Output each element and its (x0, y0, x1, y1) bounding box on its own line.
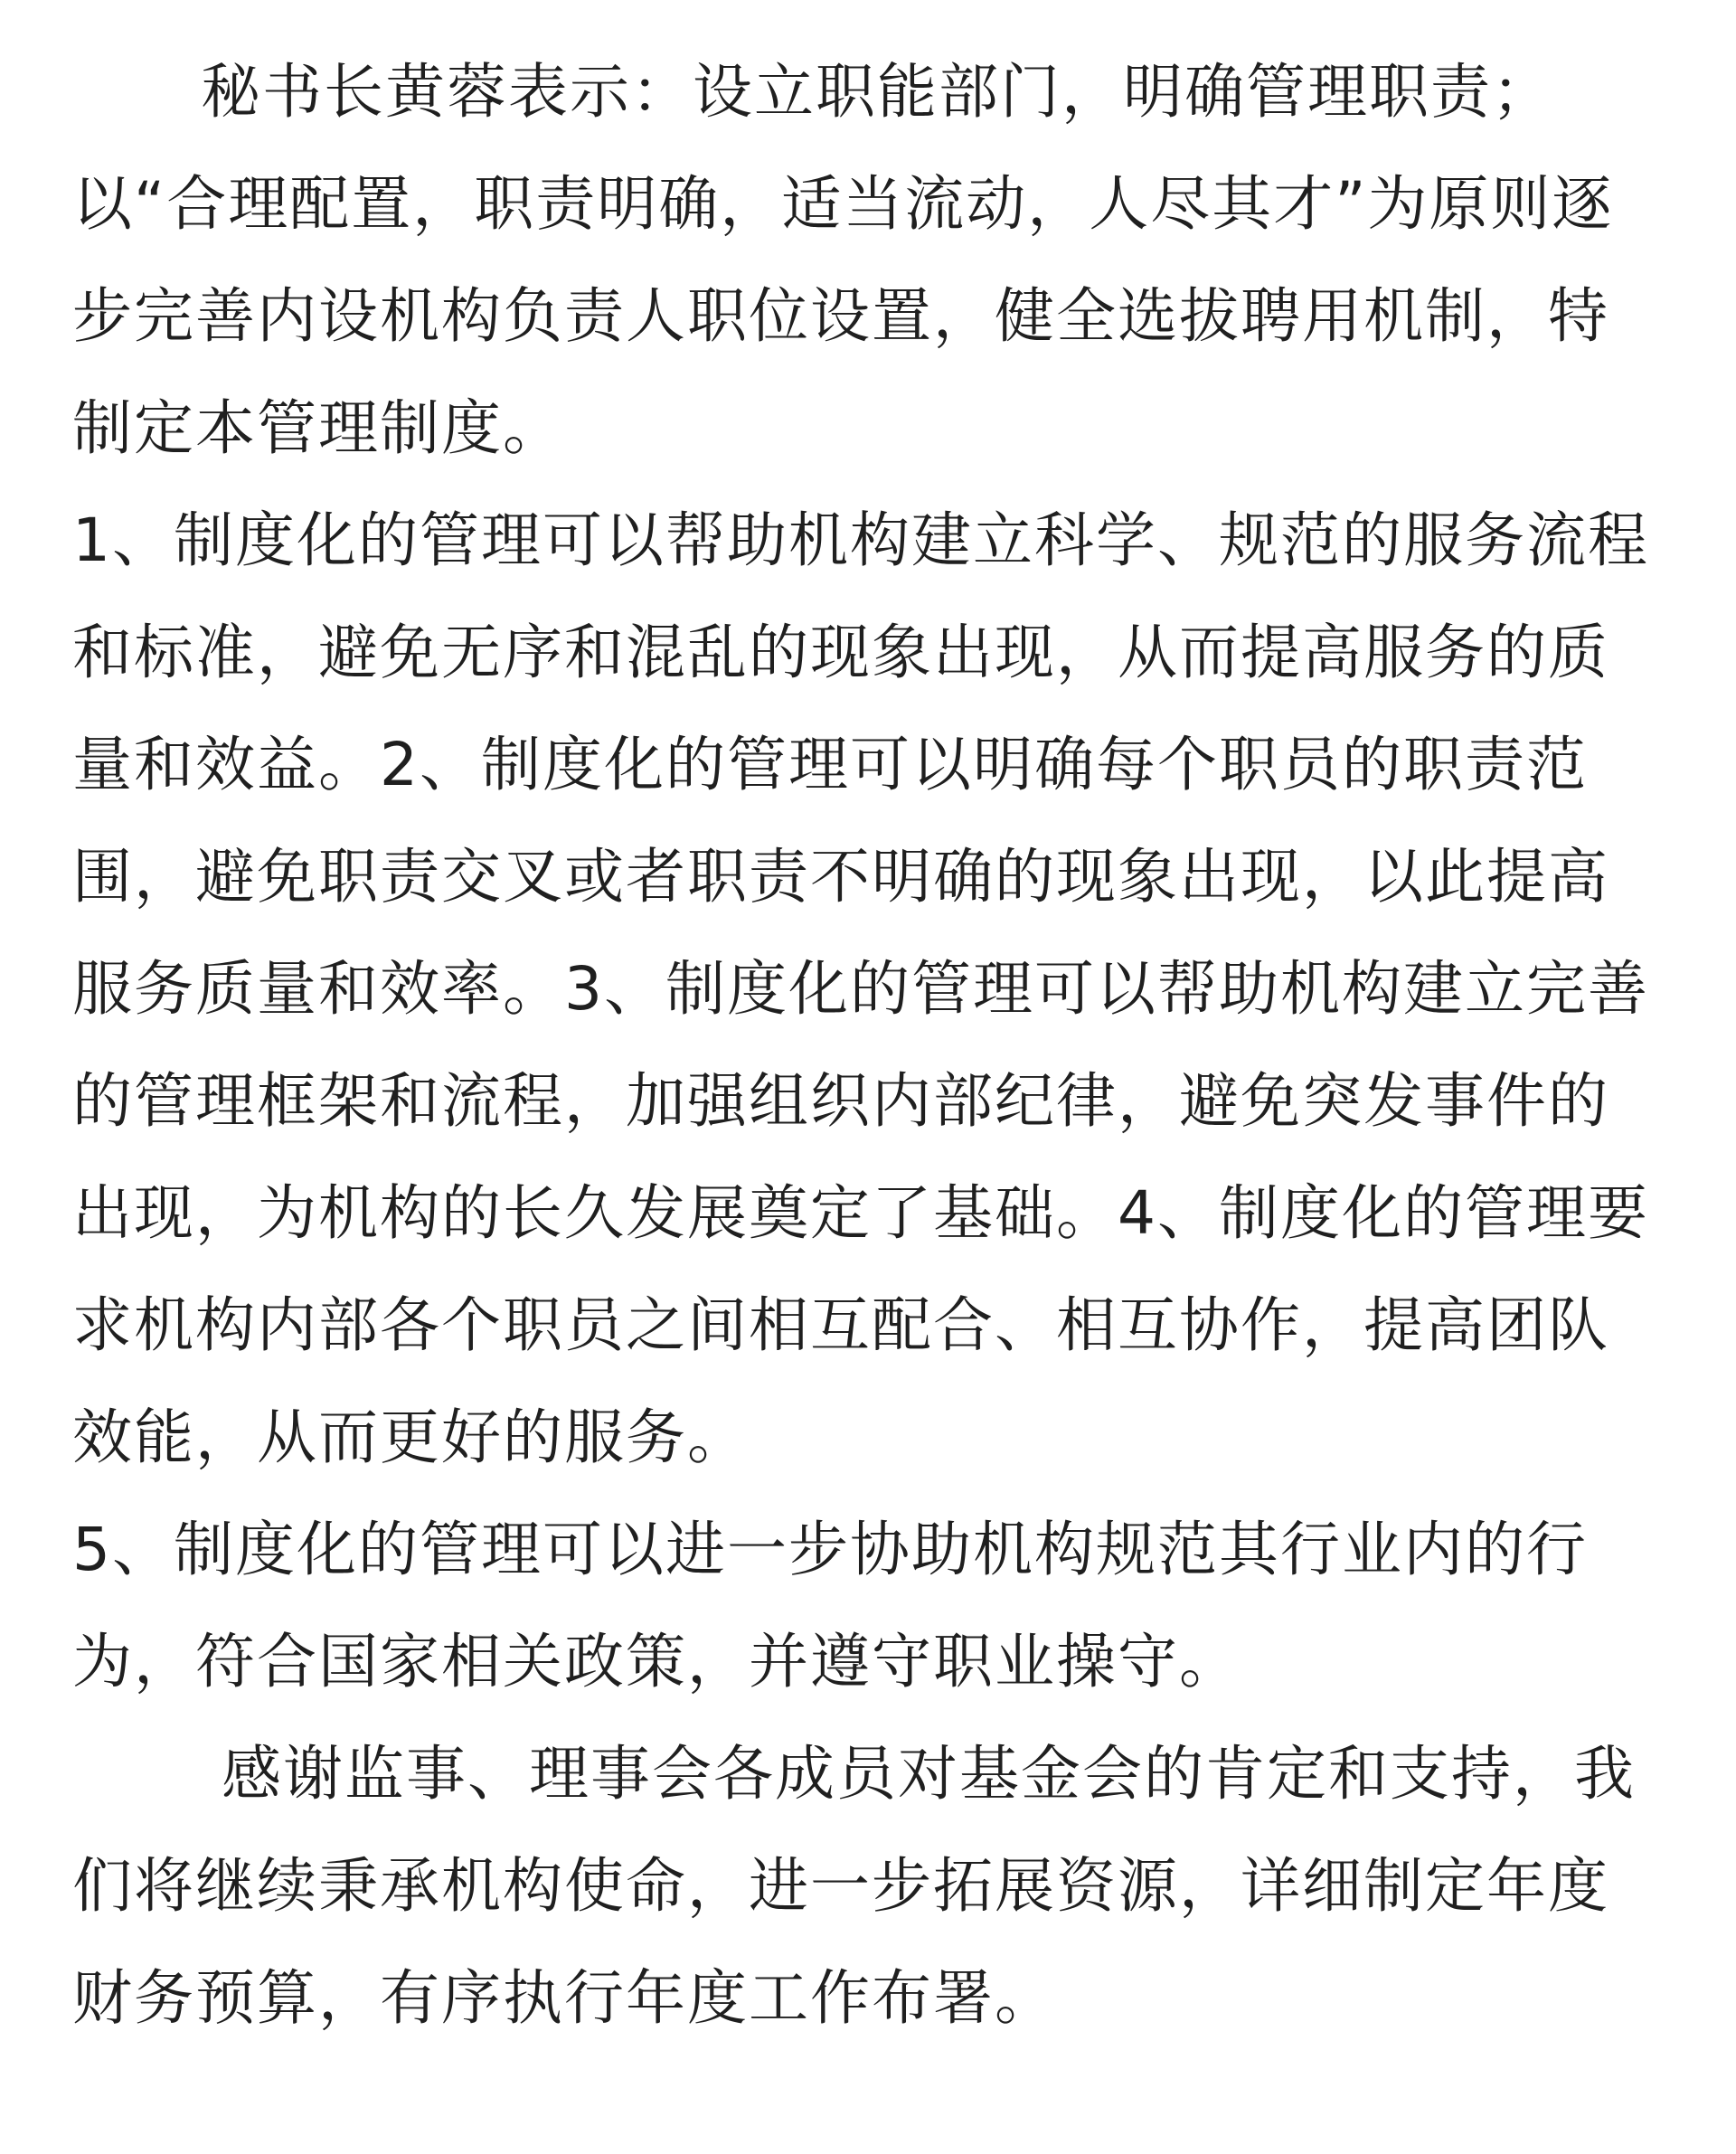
paragraph-closing: 感谢监事、理事会各成员对基金会的肯定和支持，我们将继续秉承机构使命，进一步拓展资源，详细制定年度财务预算，有序执行年度工作布署。 (72, 1739, 1636, 2033)
document-body (72, 36, 1664, 2055)
paragraph-points-1-4: 1、制度化的管理可以帮助机构建立科学、规范的服务流程和标准，避免无序和混乱的现象出现，从而提高服务的质量和效益。2、制度化的管理可以明确每个职员的职责范围，避免职责交叉或者职责不明确的现象出现，以此提高服务质量和效率。3、制度化的管理可以帮助机构建立完善的管理框架和流程，加强组织内部纪律，避免突发事件的出现，为机构的长久发展奠定了基础。4、制度化的管理要求机构内部各个职员之间相互配合、相互协作，提高团队效能，从而更好的服务。 (72, 505, 1649, 1472)
paragraph-point-5: 5、制度化的管理可以进一步协助机构规范其行业内的行为，符合国家相关政策，并遵守职业操守。 (72, 1515, 1588, 1696)
paragraph-intro: 秘书长黄蓉表示：设立职能部门，明确管理职责；以“合理配置，职责明确，适当流动，人尽其才”为原则逐步完善内设机构负责人职位设置，健全选拔聘用机制，特制定本管理制度。 (72, 57, 1614, 463)
